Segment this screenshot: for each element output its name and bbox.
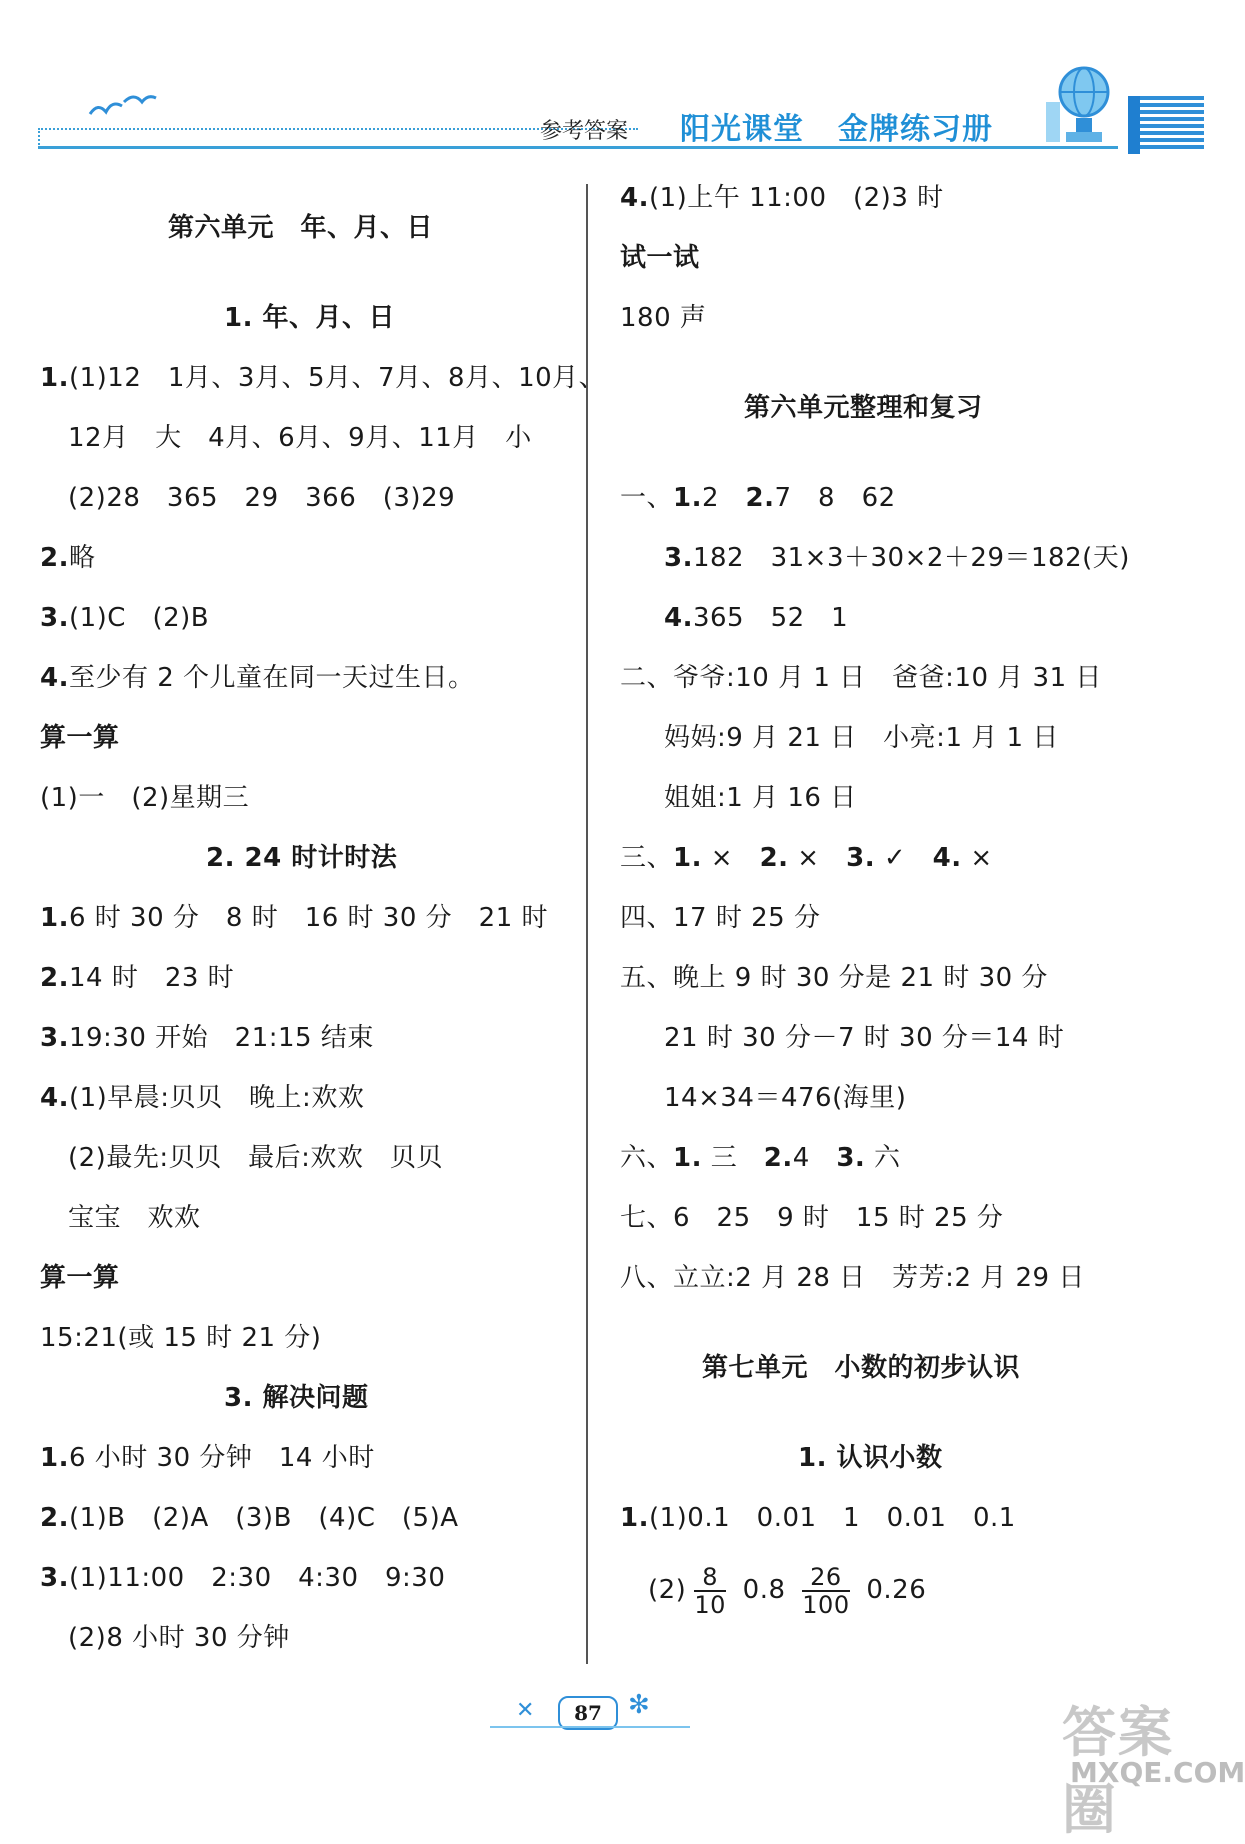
- cross-mark: ×: [797, 843, 820, 873]
- calc-2-answer: 15:21(或 15 时 21 分): [40, 1323, 322, 1353]
- fraction-26-100: $\frac{26}{100}$: [802, 1562, 850, 1619]
- calc-1-answer: (1)一 (2)星期三: [40, 783, 250, 813]
- unit-7-answer-1-2: (2) $\frac{8}{10}$ 0.8 $\frac{26}{100}$ 0.26: [648, 1562, 927, 1619]
- header-dotted-corner: [38, 128, 40, 148]
- review-4: 四、17 时 25 分: [620, 903, 821, 933]
- review-5: 五、晚上 9 时 30 分是 21 时 30 分: [620, 963, 1048, 993]
- answer-2-2: 2.14 时 23 时: [40, 963, 235, 993]
- calc-2-title: 算一算: [40, 1263, 120, 1293]
- review-7: 七、6 25 9 时 15 时 25 分: [620, 1203, 1004, 1233]
- answer-2-1: 1.6 时 30 分 8 时 16 时 30 分 21 时: [40, 903, 549, 933]
- section-3-title: 3. 解决问题: [224, 1383, 369, 1413]
- brand-left: 阳光课堂: [680, 112, 804, 147]
- review-2: 二、爷爷:10 月 1 日 爸爸:10 月 31 日: [620, 663, 1102, 693]
- cross-mark: ×: [710, 843, 734, 873]
- answer-2-4-cont2: 宝宝 欢欢: [68, 1203, 201, 1233]
- review-1-4: 4.365 52 1: [664, 603, 849, 633]
- review-1-3: 3.182 31×3＋30×2＋29＝182(天): [664, 543, 1130, 573]
- page-number: 87: [558, 1696, 618, 1730]
- brand-right: 金牌练习册: [838, 112, 993, 147]
- watermark-logo: 答案圈: [1062, 1701, 1174, 1841]
- globe-icon: [1040, 62, 1120, 152]
- footer-pinwheel-icon: ✻: [628, 1690, 650, 1720]
- footer-sparkle-icon: ✕: [516, 1698, 535, 1723]
- answer-2-3: 3.19:30 开始 21:15 结束: [40, 1023, 374, 1053]
- review-5-cont: 21 时 30 分－7 时 30 分＝14 时: [664, 1023, 1065, 1053]
- answer-3-1: 1.6 小时 30 分钟 14 小时: [40, 1443, 375, 1473]
- header-stripes: [1128, 96, 1204, 154]
- answer-1-3: 3.(1)C (2)B: [40, 603, 210, 633]
- try-title: 试一试: [620, 243, 700, 273]
- review-1: 一、1.2 2.7 8 62: [620, 483, 896, 513]
- answer-3-3-cont: (2)8 小时 30 分钟: [68, 1623, 290, 1653]
- calc-1-title: 算一算: [40, 723, 120, 753]
- column-divider: [586, 184, 588, 1664]
- answer-1-2: 2.略: [40, 543, 96, 573]
- cross-mark: ×: [970, 843, 993, 873]
- answer-r-4: 4.(1)上午 11:00 (2)3 时: [620, 183, 944, 213]
- answer-3-2: 2.(1)B (2)A (3)B (4)C (5)A: [40, 1503, 459, 1533]
- review-3: 三、1. × 2. × 3. ✓ 4. ×: [620, 843, 993, 873]
- footer-rule: [490, 1726, 690, 1728]
- section-2-title: 2. 24 时计时法: [206, 843, 398, 873]
- watermark-url: MXQE.COM: [1070, 1756, 1245, 1789]
- unit-7-title: 第七单元 小数的初步认识: [702, 1353, 1021, 1383]
- check-mark: ✓: [883, 843, 907, 873]
- review-2-cont2: 姐姐:1 月 16 日: [664, 783, 857, 813]
- page-header: [0, 0, 1223, 170]
- answer-1-1-cont: 12月 大 4月、6月、9月、11月 小: [68, 423, 532, 453]
- section-label: 参考答案: [540, 119, 629, 144]
- section-1-title: 1. 年、月、日: [224, 303, 396, 333]
- answer-2-4: 4.(1)早晨:贝贝 晚上:欢欢: [40, 1083, 365, 1113]
- unit-6-title: 第六单元 年、月、日: [168, 213, 434, 243]
- answer-1-1: 1.(1)12 1月、3月、5月、7月、8月、10月、: [40, 363, 606, 393]
- review-6: 六、1. 三 2.4 3. 六: [620, 1143, 901, 1173]
- answer-1-1-cont2: (2)28 365 29 366 (3)29: [68, 483, 456, 513]
- review-8: 八、立立:2 月 28 日 芳芳:2 月 29 日: [620, 1263, 1085, 1293]
- review-2-cont: 妈妈:9 月 21 日 小亮:1 月 1 日: [664, 723, 1059, 753]
- answer-1-4: 4.至少有 2 个儿童在同一天过生日。: [40, 663, 475, 693]
- seagulls-icon: [88, 92, 158, 126]
- review-title: 第六单元整理和复习: [744, 393, 983, 423]
- try-answer: 180 声: [620, 303, 707, 333]
- answer-2-4-cont: (2)最先:贝贝 最后:欢欢 贝贝: [68, 1143, 443, 1173]
- unit-7-section-1-title: 1. 认识小数: [798, 1443, 943, 1473]
- fraction-8-10: $\frac{8}{10}$: [694, 1562, 726, 1619]
- review-5-cont2: 14×34＝476(海里): [664, 1083, 907, 1113]
- unit-7-answer-1: 1.(1)0.1 0.01 1 0.01 0.1: [620, 1503, 1016, 1533]
- answer-3-3: 3.(1)11:00 2:30 4:30 9:30: [40, 1563, 446, 1593]
